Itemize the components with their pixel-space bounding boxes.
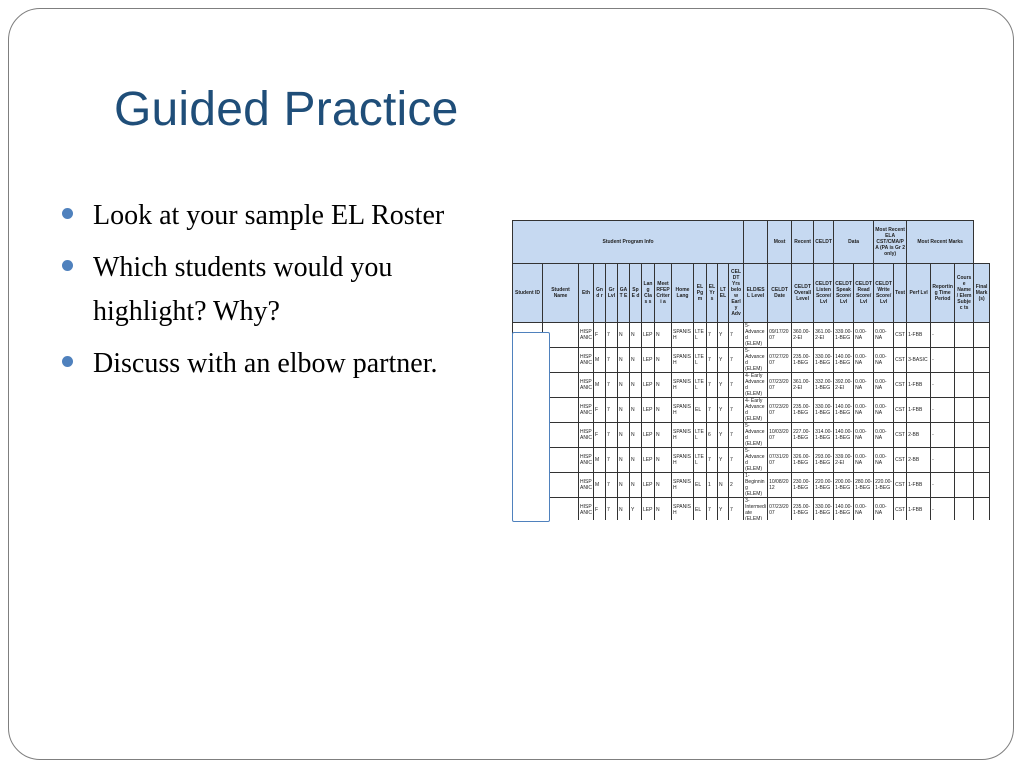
table-cell: 1-FBB <box>907 398 931 423</box>
roster-column-header-cell: CELDT Date <box>768 264 792 323</box>
table-cell: 280.00- 1-BEG <box>854 473 874 498</box>
table-cell: HISP ANIC <box>579 323 594 348</box>
el-roster-table <box>512 220 990 520</box>
table-cell: 227.00- 1-BEG <box>792 423 814 448</box>
roster-column-header-cell: Perf Lvl <box>907 264 931 323</box>
table-cell: 7 <box>707 398 718 423</box>
table-cell: 314.00- 1-BEG <box>814 423 834 448</box>
table-cell <box>974 398 990 423</box>
table-cell: 0.00-NA <box>854 398 874 423</box>
table-cell: LEP <box>642 448 655 473</box>
table-cell: 4- Early Advance d (ELEM) <box>744 373 768 398</box>
table-cell: 200.00- 1-BEG <box>834 473 854 498</box>
table-cell: 361.00- 2-EI <box>792 373 814 398</box>
table-cell: N <box>718 473 729 498</box>
table-cell: 7 <box>707 448 718 473</box>
table-cell <box>955 398 974 423</box>
table-cell: 0.00-NA <box>854 423 874 448</box>
roster-column-header-cell: CEL DT Yrs belo w Early Adv <box>729 264 744 323</box>
table-row <box>513 498 990 521</box>
table-cell: 5- Advance d (ELEM) <box>744 348 768 373</box>
table-cell: 7 <box>606 448 618 473</box>
table-cell: M <box>594 473 606 498</box>
table-cell: 0.00-NA <box>874 448 894 473</box>
table-cell: 392.00- 2-EI <box>834 373 854 398</box>
roster-column-header-cell: Final Mark (s) <box>974 264 990 323</box>
table-cell: 10/03/2007 <box>768 423 792 448</box>
table-cell: 7 <box>729 348 744 373</box>
table-cell: Y <box>718 323 729 348</box>
table-cell: 140.00- 1-BEG <box>834 398 854 423</box>
table-cell: 3- Intermedi ate (ELEM) <box>744 498 768 521</box>
table-cell: 1- Beginnin g (ELEM) <box>744 473 768 498</box>
table-cell: N <box>630 348 642 373</box>
table-cell <box>974 323 990 348</box>
roster-column-header-cell: Meet RFEP Criteri a <box>655 264 672 323</box>
table-cell: N <box>630 423 642 448</box>
table-cell: N <box>655 323 672 348</box>
table-cell: 2-BB <box>907 448 931 473</box>
roster-column-header-cell: EL Yrs <box>707 264 718 323</box>
table-cell: - <box>931 398 955 423</box>
table-cell: 7 <box>707 323 718 348</box>
table-cell: 0.00-NA <box>854 348 874 373</box>
table-cell: F <box>594 423 606 448</box>
table-cell: 7 <box>606 348 618 373</box>
bullet-item <box>62 194 462 238</box>
table-cell: 7 <box>606 373 618 398</box>
table-cell: 07/31/2007 <box>768 448 792 473</box>
bullet-dot-icon <box>62 260 73 271</box>
table-row <box>513 448 990 473</box>
roster-column-header-cell: CELDT Listen Score/ Lvl <box>814 264 834 323</box>
roster-column-header-cell: Gr Lvl <box>606 264 618 323</box>
table-cell: - <box>931 373 955 398</box>
table-cell: LEP <box>642 473 655 498</box>
table-cell: 0.00-NA <box>874 498 894 521</box>
table-cell: N <box>618 323 630 348</box>
table-cell: Y <box>718 348 729 373</box>
table-row <box>513 323 990 348</box>
table-cell: 7 <box>729 423 744 448</box>
table-cell <box>955 498 974 521</box>
table-cell: 339.00- 1-BEG <box>834 323 854 348</box>
table-cell: CST <box>894 473 907 498</box>
table-cell: N <box>630 473 642 498</box>
roster-group-header-cell: Most Recent ELA CST/CMA/PA (PA is Gr 2 only) <box>874 221 907 264</box>
table-cell: 330.00- 1-BEG <box>814 398 834 423</box>
bullet-text: Which students would you highlight? Why? <box>93 252 393 327</box>
table-cell: 7 <box>729 373 744 398</box>
table-cell: 0.00-NA <box>874 348 894 373</box>
table-cell: N <box>618 398 630 423</box>
table-cell: 07/23/2007 <box>768 398 792 423</box>
table-cell: 7 <box>729 448 744 473</box>
table-cell: N <box>618 448 630 473</box>
table-cell: 5- Advance d (ELEM) <box>744 423 768 448</box>
table-cell: - <box>931 498 955 521</box>
table-cell: 332.00- 1-BEG <box>814 373 834 398</box>
table-cell: M <box>594 448 606 473</box>
table-cell: 220.00- 1-BEG <box>814 473 834 498</box>
table-cell: LEP <box>642 398 655 423</box>
roster-column-header-cell: EL Pg m <box>694 264 707 323</box>
table-row <box>513 473 990 498</box>
table-cell: 0.00-NA <box>874 373 894 398</box>
table-cell: SPANIS H <box>672 398 694 423</box>
table-cell: N <box>630 398 642 423</box>
roster-body <box>513 323 990 521</box>
table-cell: SPANIS H <box>672 348 694 373</box>
roster-group-header-cell: Data <box>834 221 874 264</box>
table-cell: 339.00- 2-EI <box>834 448 854 473</box>
table-cell: - <box>931 323 955 348</box>
table-cell: - <box>931 448 955 473</box>
roster-column-header-cell: Reportin g Time Period <box>931 264 955 323</box>
table-row <box>513 373 990 398</box>
table-cell: 7 <box>729 398 744 423</box>
table-cell: 1-FBB <box>907 498 931 521</box>
table-cell: HISP ANIC <box>579 448 594 473</box>
table-cell: Y <box>630 498 642 521</box>
bullet-text: Look at your sample EL Roster <box>93 200 445 231</box>
table-cell <box>955 348 974 373</box>
table-cell: 0.00-NA <box>874 423 894 448</box>
table-cell: N <box>630 448 642 473</box>
table-cell: 6 <box>707 423 718 448</box>
table-cell: HISP ANIC <box>579 473 594 498</box>
roster-column-header-cell: GAT E <box>618 264 630 323</box>
table-cell: SPANIS H <box>672 473 694 498</box>
table-cell: N <box>618 473 630 498</box>
table-cell: 0.00-NA <box>854 323 874 348</box>
roster-column-header-cell: Student ID <box>513 264 543 323</box>
table-cell: 0.00-NA <box>874 398 894 423</box>
roster-column-header-cell: CELDT Read Score/ Lvl <box>854 264 874 323</box>
table-cell: M <box>594 348 606 373</box>
table-cell: SPANIS H <box>672 373 694 398</box>
table-cell: 7 <box>729 323 744 348</box>
table-cell: M <box>594 373 606 398</box>
table-cell: 10/08/2012 <box>768 473 792 498</box>
bullet-dot-icon <box>62 208 73 219</box>
table-cell: Y <box>718 448 729 473</box>
roster-column-header-cell: ELD/ES L Level <box>744 264 768 323</box>
roster-column-header-cell: Eth <box>579 264 594 323</box>
table-cell: 326.00- 1-BEG <box>792 448 814 473</box>
table-cell: 235.00- 1-BEG <box>792 498 814 521</box>
table-cell: - <box>931 348 955 373</box>
table-cell: 220.00- 1-BEG <box>874 473 894 498</box>
table-cell: N <box>618 348 630 373</box>
table-cell <box>955 423 974 448</box>
table-cell: 0.00-NA <box>874 323 894 348</box>
table-cell: EL <box>694 498 707 521</box>
table-cell: N <box>630 373 642 398</box>
table-cell: F <box>594 498 606 521</box>
table-cell: LEP <box>642 423 655 448</box>
table-cell: SPANIS H <box>672 423 694 448</box>
table-cell: EL <box>694 398 707 423</box>
table-cell: N <box>655 498 672 521</box>
table-cell: 330.00- 1-BEG <box>814 348 834 373</box>
table-cell: 0.00-NA <box>854 448 874 473</box>
table-cell: 2-BB <box>907 423 931 448</box>
table-cell: 140.00- 1-BEG <box>834 423 854 448</box>
roster-column-header-cell: SpE d <box>630 264 642 323</box>
table-cell: 1-FBB <box>907 473 931 498</box>
table-cell: HISP ANIC <box>579 373 594 398</box>
roster-column-header-cell: Student Name <box>543 264 579 323</box>
table-cell: HISP ANIC <box>579 423 594 448</box>
table-cell: SPANIS H <box>672 323 694 348</box>
table-cell: 5- Advance d (ELEM) <box>744 448 768 473</box>
table-cell: CST <box>894 398 907 423</box>
table-cell: 7 <box>707 373 718 398</box>
table-cell: N <box>630 323 642 348</box>
roster-group-header-cell: Recent <box>792 221 814 264</box>
table-cell: SPANIS H <box>672 448 694 473</box>
table-cell: N <box>618 423 630 448</box>
table-cell: LTEL <box>694 423 707 448</box>
table-cell: N <box>655 448 672 473</box>
roster-column-header-cell: Test <box>894 264 907 323</box>
roster-group-header-cell: Student Program Info <box>513 221 744 264</box>
table-cell: HISP ANIC <box>579 498 594 521</box>
table-cell: 360.00- 2-EI <box>792 323 814 348</box>
table-cell: F <box>594 398 606 423</box>
table-cell: LEP <box>642 373 655 398</box>
table-cell: 07/23/2007 <box>768 498 792 521</box>
table-cell <box>955 473 974 498</box>
roster-column-header <box>513 264 990 323</box>
table-cell: N <box>655 373 672 398</box>
table-cell: N <box>655 473 672 498</box>
table-cell <box>974 373 990 398</box>
table-cell: - <box>931 423 955 448</box>
roster-column-header-cell: CELDT Speak Score/ Lvl <box>834 264 854 323</box>
table-cell: Y <box>718 423 729 448</box>
table-cell: 7 <box>606 423 618 448</box>
table-cell: 293.00- 1-BEG <box>814 448 834 473</box>
table-cell: - <box>931 473 955 498</box>
table-cell: 140.00- 1-BEG <box>834 348 854 373</box>
table-cell: Y <box>718 498 729 521</box>
roster-group-header-cell <box>744 221 768 264</box>
roster-column-header-cell: LT EL <box>718 264 729 323</box>
table-cell: 230.00- 1-BEG <box>792 473 814 498</box>
student-id-outline <box>512 332 550 522</box>
table-cell: LEP <box>642 323 655 348</box>
table-cell: HISP ANIC <box>579 348 594 373</box>
table-cell <box>974 423 990 448</box>
table-cell: SPANIS H <box>672 498 694 521</box>
table-cell: 7 <box>707 348 718 373</box>
table-cell: 1-FBB <box>907 323 931 348</box>
table-cell: CST <box>894 498 907 521</box>
table-cell: N <box>655 348 672 373</box>
table-cell: HISP ANIC <box>579 398 594 423</box>
table-cell: Y <box>718 398 729 423</box>
roster-group-header <box>513 221 990 264</box>
table-cell: N <box>618 373 630 398</box>
table-cell: LTEL <box>694 348 707 373</box>
table-cell <box>955 323 974 348</box>
roster-column-header-cell: Lan g Clas s <box>642 264 655 323</box>
roster-group-header-cell: CELDT <box>814 221 834 264</box>
table-cell: 0.00-NA <box>854 373 874 398</box>
table-cell: 5- Advance d (ELEM) <box>744 323 768 348</box>
table-cell: 3-BASIC <box>907 348 931 373</box>
roster-column-header-cell: CELDT Overall Level <box>792 264 814 323</box>
table-cell: 235.00- 1-BEG <box>792 398 814 423</box>
table-cell: 7 <box>729 498 744 521</box>
bullet-list <box>62 194 462 394</box>
table-row <box>513 423 990 448</box>
table-cell: 7 <box>707 498 718 521</box>
table-cell <box>974 473 990 498</box>
table-cell: 7 <box>606 473 618 498</box>
bullet-text: Discuss with an elbow partner. <box>93 348 438 379</box>
bullet-item <box>62 342 462 386</box>
table-cell: 1-FBB <box>907 373 931 398</box>
table-cell: 1 <box>707 473 718 498</box>
table-cell: CST <box>894 323 907 348</box>
table-cell: LTEL <box>694 373 707 398</box>
table-cell: 2 <box>729 473 744 498</box>
table-row <box>513 398 990 423</box>
table-cell <box>955 373 974 398</box>
table-cell: N <box>655 398 672 423</box>
table-cell: 235.00- 1-BEG <box>792 348 814 373</box>
table-cell <box>974 448 990 473</box>
table-cell: 7 <box>606 398 618 423</box>
roster-column-header-cell: Gnd r <box>594 264 606 323</box>
table-cell: LEP <box>642 498 655 521</box>
table-cell: 7 <box>606 498 618 521</box>
bullet-dot-icon <box>62 356 73 367</box>
table-cell: 09/17/2007 <box>768 323 792 348</box>
slide-title: Guided Practice <box>114 83 459 136</box>
table-cell: LTEL <box>694 323 707 348</box>
roster-group-header-cell: Most <box>768 221 792 264</box>
table-cell <box>974 498 990 521</box>
table-cell: LTEL <box>694 448 707 473</box>
table-cell: N <box>655 423 672 448</box>
table-cell: CST <box>894 448 907 473</box>
table-cell: 07/23/2007 <box>768 373 792 398</box>
table-row <box>513 348 990 373</box>
table-cell: 7 <box>606 323 618 348</box>
roster-group-header-cell: Most Recent Marks <box>907 221 974 264</box>
table-cell: CST <box>894 373 907 398</box>
table-cell: 4- Early Advance d (ELEM) <box>744 398 768 423</box>
table-cell <box>974 348 990 373</box>
roster-column-header-cell: CELDT Write Score/ Lvl <box>874 264 894 323</box>
table-cell: 07/27/2007 <box>768 348 792 373</box>
bullet-item <box>62 246 462 334</box>
table-cell <box>955 448 974 473</box>
table-cell: EL <box>694 473 707 498</box>
table-cell: 140.00- 1-BEG <box>834 498 854 521</box>
table-cell: 0.00-NA <box>854 498 874 521</box>
roster-column-header-cell: Course Name / Elem Subjec ts <box>955 264 974 323</box>
roster-column-header-cell: Home Lang <box>672 264 694 323</box>
table-cell: 361.00- 2-EI <box>814 323 834 348</box>
table-cell: Y <box>718 373 729 398</box>
table-cell: F <box>594 323 606 348</box>
table-cell: CST <box>894 423 907 448</box>
table-cell: N <box>618 498 630 521</box>
table-cell: 330.00- 1-BEG <box>814 498 834 521</box>
table-cell: LEP <box>642 348 655 373</box>
table-cell: CST <box>894 348 907 373</box>
